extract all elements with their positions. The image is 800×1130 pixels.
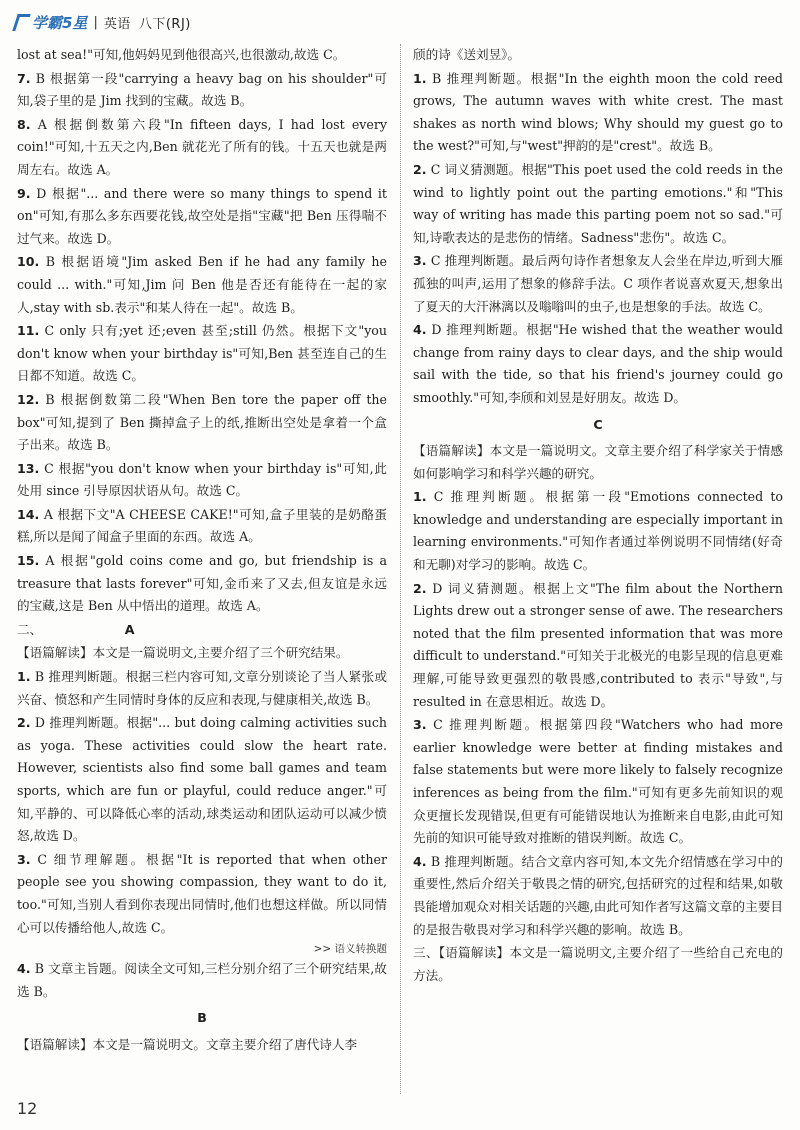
brand-name: 学霸5星 — [32, 13, 88, 32]
header-separator: | — [93, 14, 98, 30]
section-two-heading — [17, 619, 387, 642]
answer-item: 10. B 根据语境"Jim asked Ben if he had any family he could ... with."可知,Jim 问 Ben 他是否还有能待在一起的家人,stay with sb.表示"和某人待在一起"。故选 B。 — [17, 254, 387, 315]
header-subject: 英语 — [103, 16, 131, 32]
brand-logo — [15, 12, 87, 33]
answer-item: 4. D 推理判断题。根据"He wished that the weather would change from rainy days to clear days, and the ship would sail with the tide, so that his friend's journey could go smoothly."可知,李颀和刘昱是好朋友。故选 D。 — [413, 322, 783, 405]
header-grade: 八下(RJ) — [138, 16, 191, 32]
passage-intro: 【语篇解读】本文是一篇说明文。文章主要介绍了科学家关于情感如何影响学习和科学兴趣的研究。 — [413, 443, 783, 481]
passage-intro: 【语篇解读】本文是一篇说明文。文章主要介绍了唐代诗人李 — [17, 1036, 358, 1052]
answer-item: 1. B 推理判断题。根据三栏内容可知,文章分别谈论了当人紧张或兴奋、愤怒和产生同情时身体的反应和表现,与健康相关,故选 B。 — [17, 669, 387, 707]
answer-item: 2. C 词义猜测题。根据"This poet used the cold reeds in the wind to lightly point out the parting emotions."和"This way of writing has made this parting poem not so sad."可知,诗歌表达的是悲伤的情绪。Sadness"悲伤"。故选 C。 — [413, 161, 784, 245]
answer-item: 3. C 推理判断题。最后两句诗作者想象友人会坐在岸边,听到大雁孤独的叫声,运用了想象的修辞手法。C 项作者说喜欢夏天,想象出了夏天的大汗淋漓以及嗡嗡叫的虫子,也是想象的手法。故选 C。 — [413, 253, 783, 314]
left-column — [17, 44, 387, 1058]
answer-item: 15. A 根据"gold coins come and go, but friendship is a treasure that lasts forever"可知,金币来了又去,但友谊是永远的宝藏,这是 Ben 从中悟出的道理。故选 A。 — [17, 553, 387, 614]
answer-item: 3. C 推理判断题。根据第四段"Watchers who had more earlier knowledge were better at finding mistakes and false statements but were more likely to falsely recognize inferences as being from the film."可知有更多先前知识的观众更擅长发现错误,但更有可能错误地认为推断来自电影,由此可知先前的知识可能导致对推断的错误判断。故选 C。 — [413, 717, 783, 846]
answer-item: 9. D 根据"... and there were so many things to spend it on"可知,有那么多东西要花钱,故空处是指"宝藏"把 Ben 压得喘不过气来。故选 D。 — [17, 185, 387, 246]
section-letter: B — [197, 1010, 207, 1026]
passage-intro-continued: 颀的诗《送刘昱》。 — [413, 47, 521, 62]
answer-item: 11. C only 只有;yet 还;even 甚至;still 仍然。根据下文"you don't know when your birthday is"可知,Ben 甚至连自己的生日都不知道。故选 C。 — [17, 323, 387, 384]
answer-item: 14. A 根据下文"A CHEESE CAKE!"可知,盒子里装的是奶酪蛋糕,所以是闻了闻盒子里面的东西。故选 A。 — [17, 506, 387, 545]
right-column — [413, 44, 783, 988]
answer-item: 1. C 推理判断题。根据第一段"Emotions connected to knowledge and understanding are especially important in learning environments."可知作者通过举例说明不同情绪(好奇和无聊)对学习的影响。故选 C。 — [413, 489, 783, 573]
answer-item: 4. B 推理判断题。结合文章内容可知,本文先介绍情感在学习中的重要性,然后介绍关于敬畏之情的研究,包括研究的过程和结果,如敬畏能增加观众对相关话题的兴趣,由此可知作者写这篇文章的主要目的是报告敬畏对学习和科学兴趣的影响。故选 B。 — [413, 853, 783, 937]
semantic-conversion-link[interactable]: >> 语义转换题 — [313, 943, 387, 956]
page-number: 12 — [17, 1099, 38, 1118]
section-three-intro: 三、【语篇解读】本文是一篇说明文,主要介绍了一些给自己充电的方法。 — [413, 945, 783, 983]
section-label: 二、 — [17, 621, 43, 637]
answer-item: 3. C 细节理解题。根据"It is reported that when other people see you showing compassion, they want to do it, too."可知,当别人看到你表现出同情时,他们也想这样做。所以同情心可以传播给他人,故选 C。 — [17, 851, 387, 935]
passage-intro: 【语篇解读】本文是一篇说明文,主要介绍了三个研究结果。 — [17, 645, 349, 661]
section-letter: A — [124, 621, 135, 637]
answer-item: 2. D 词义猜测题。根据上文"The film about the Northern Lights drew out a stronger sense of awe. The researchers noted that the film presented information that was more difficult to understand."可知关于北极光的电影呈现的信息更难理解,可能导致更强烈的敬畏感,contributed to 表示"导致",与 resulted in 在意思相近。故选 D。 — [413, 580, 783, 709]
answer-item: 1. B 推理判断题。根据"In the eighth moon the cold reed grows, The autumn waves with white crest. The mast shakes as north wind blows; Why should my guest go to the west?"可知,与"west"押韵的是"crest"。故选 B。 — [413, 70, 783, 154]
answer-item: lost at sea!"可知,他妈妈见到他很高兴,也很激动,故选 C。 — [17, 47, 346, 62]
answer-item: 13. C 根据"you don't know when your birthday is"可知,此处用 since 引导原因状语从句。故选 C。 — [17, 460, 387, 499]
section-letter: C — [593, 416, 603, 432]
page-header — [15, 10, 191, 34]
answer-item: 4. B 文章主旨题。阅读全文可知,三栏分别介绍了三个研究结果,故选 B。 — [17, 961, 387, 999]
answer-item: 7. B 根据第一段"carrying a heavy bag on his shoulder"可知,袋子里的是 Jim 找到的宝藏。故选 B。 — [17, 70, 387, 109]
column-divider — [400, 44, 401, 1094]
answer-item: 2. D 推理判断题。根据"... but doing calming activities such as yoga. These activities could slow the heart rate. However, scientists also find some ball games and team sports, which are fun or playful, could reduce anger."可知,平静的、可以降低心率的活动,球类运动和团队运动可以减少愤怒,故选 D。 — [17, 715, 388, 844]
brand-mark-icon — [12, 14, 31, 31]
answer-item: 12. B 根据倒数第二段"When Ben tore the paper off the box"可知,提到了 Ben 撕掉盒子上的纸,推断出空处是拿着一个盒子出来。故选 B。 — [17, 391, 387, 453]
answer-item: 8. A 根据倒数第六段"In fifteen days, I had lost every coin!"可知,十五天之内,Ben 就花光了所有的钱。十五天也就是两周左右。故选 A。 — [17, 116, 387, 177]
